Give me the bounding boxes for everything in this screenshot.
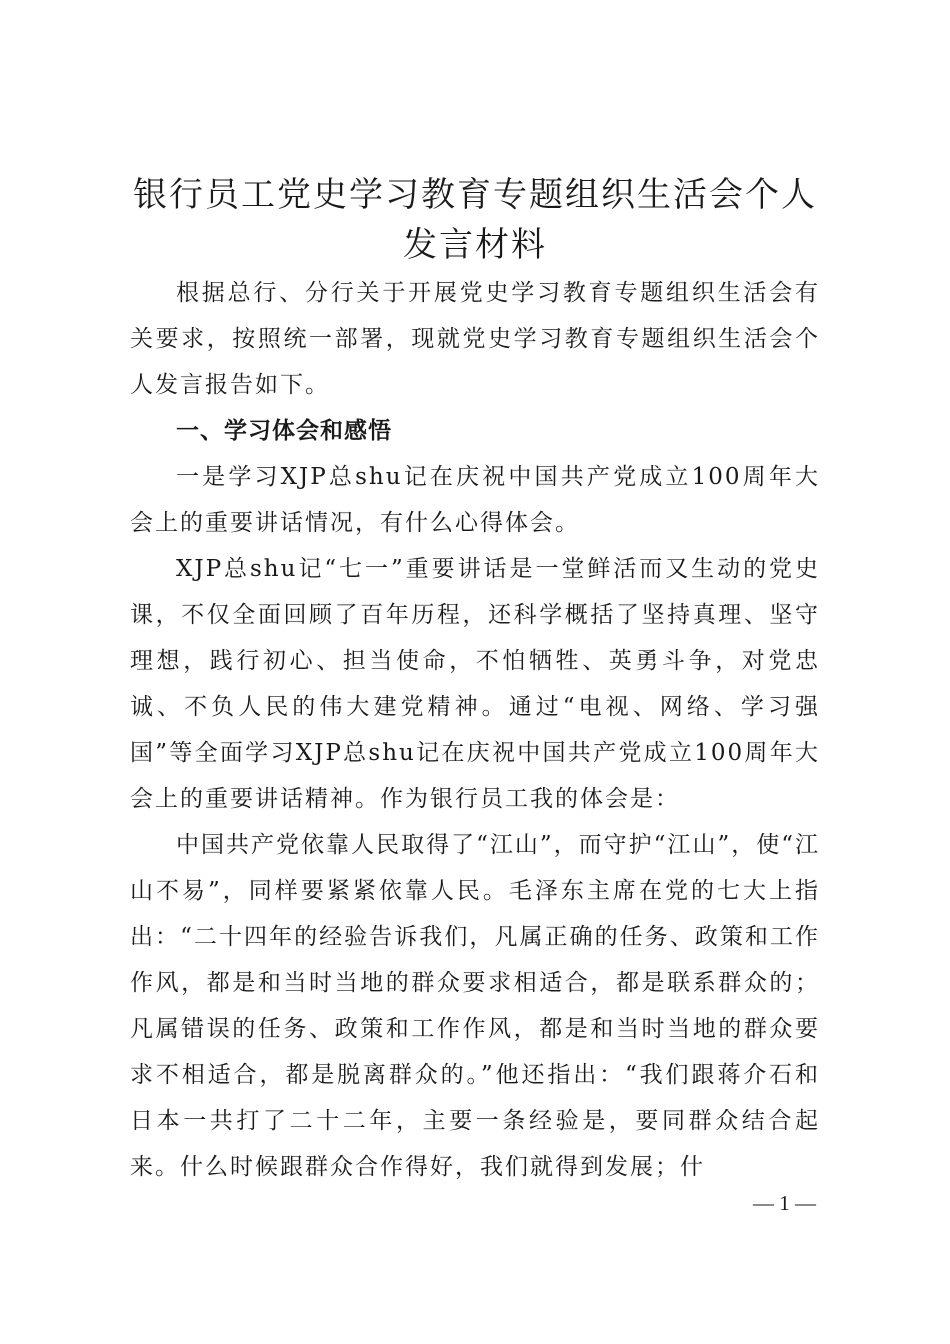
intro-paragraph: 根据总行、分行关于开展党史学习教育专题组织生活会有关要求，按照统一部署，现就党史学习教育专题组织生活会个人发言报告如下。 [130, 280, 820, 398]
body-paragraph: 中国共产党依靠人民取得了“江山”，而守护“江山”，使“江山不易”，同样要紧紧依靠人民。毛泽东主席在党的七大上指出：“二十四年的经验告诉我们，凡属正确的任务、政策和工作作风，都是和当时当地的群众要求相适合，都是联系群众的；凡属错误的任务、政策和工作作风，都是和当时当地的群众要求不相适合，都是脱离群众的。”他还指出：“我们跟蒋介石和日本一共打了二十二年，主要一条经验是，要同群众结合起来。什么时候跟群众合作得好，我们就得到发展；什 [130, 832, 820, 1180]
page-number: — 1 — [753, 1191, 816, 1215]
document-body [130, 270, 820, 1190]
document-title: 银行员工党史学习教育专题组织生活会个人发言材料 [133, 175, 817, 265]
section-heading: 一、学习体会和感悟 [176, 418, 392, 444]
body-paragraph: 一是学习XJP总shu记在庆祝中国共产党成立100周年大会上的重要讲话情况，有什么心得体会。 [130, 464, 820, 536]
body-paragraph: XJP总shu记“七一”重要讲话是一堂鲜活而又生动的党史课，不仅全面回顾了百年历程，还科学概括了坚持真理、坚守理想，践行初心、担当使命，不怕牺牲、英勇斗争，对党忠诚、不负人民的伟大建党精神。通过“电视、网络、学习强国”等全面学习XJP总shu记在庆祝中国共产党成立100周年大会上的重要讲话精神。作为银行员工我的体会是： [130, 556, 820, 812]
